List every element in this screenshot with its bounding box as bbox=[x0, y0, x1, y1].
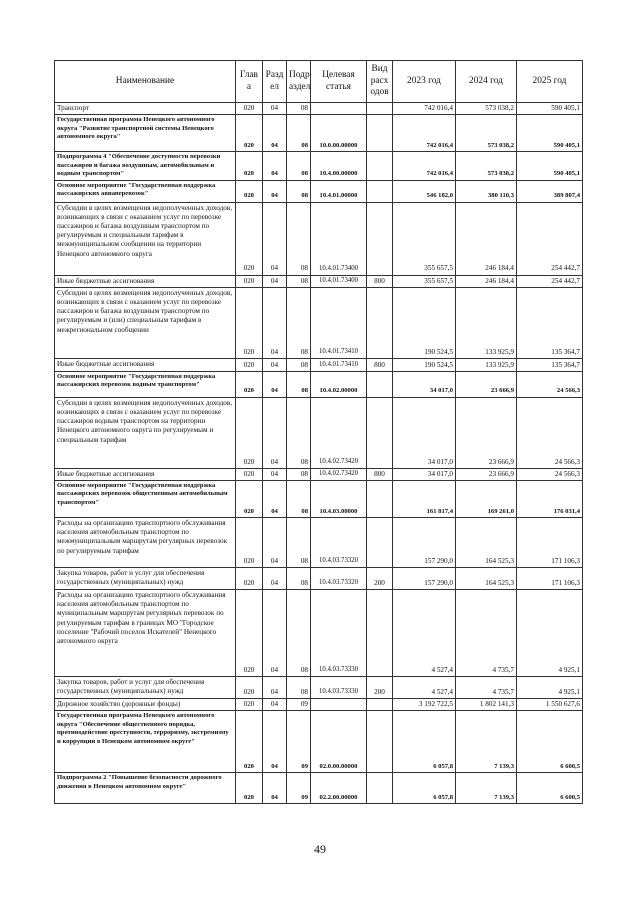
row-razdel: 04 bbox=[263, 371, 287, 397]
row-target: 10.4.03.73320 bbox=[311, 567, 367, 589]
table-row bbox=[55, 371, 583, 397]
row-vid bbox=[367, 773, 393, 804]
row-glava: 020 bbox=[236, 589, 263, 676]
row-glava: 020 bbox=[236, 115, 263, 152]
row-2025: 24 566,3 bbox=[517, 468, 583, 480]
row-podrazdel: 08 bbox=[287, 287, 311, 358]
table-row bbox=[55, 152, 583, 180]
row-glava: 020 bbox=[236, 358, 263, 371]
row-razdel: 04 bbox=[263, 480, 287, 517]
table-row bbox=[55, 115, 583, 152]
row-name: Иные бюджетные ассигнования bbox=[55, 358, 236, 371]
header-name: Наименование bbox=[55, 61, 236, 103]
row-name: Транспорт bbox=[55, 103, 236, 115]
row-vid: 200 bbox=[367, 676, 393, 698]
table-row bbox=[55, 676, 583, 698]
row-glava: 020 bbox=[236, 468, 263, 480]
row-glava: 020 bbox=[236, 480, 263, 517]
row-2024: 23 666,9 bbox=[456, 371, 517, 397]
row-target: 10.0.00.00000 bbox=[311, 115, 367, 152]
row-razdel: 04 bbox=[263, 115, 287, 152]
row-2024: 246 184,4 bbox=[456, 275, 517, 287]
row-glava: 020 bbox=[236, 773, 263, 804]
row-glava: 020 bbox=[236, 287, 263, 358]
row-glava: 020 bbox=[236, 567, 263, 589]
row-podrazdel: 08 bbox=[287, 152, 311, 180]
row-2024: 573 038,2 bbox=[456, 115, 517, 152]
row-vid bbox=[367, 711, 393, 773]
row-2024: 164 525,3 bbox=[456, 517, 517, 567]
row-target bbox=[311, 698, 367, 710]
row-glava: 020 bbox=[236, 517, 263, 567]
header-2025: 2025 год bbox=[517, 61, 583, 103]
row-razdel: 04 bbox=[263, 468, 287, 480]
row-podrazdel: 08 bbox=[287, 517, 311, 567]
row-podrazdel: 08 bbox=[287, 275, 311, 287]
row-podrazdel: 08 bbox=[287, 371, 311, 397]
row-2024: 380 110,3 bbox=[456, 180, 517, 202]
row-2025: 171 106,3 bbox=[517, 567, 583, 589]
row-2023: 6 057,8 bbox=[393, 773, 456, 804]
row-2025: 24 566,3 bbox=[517, 397, 583, 468]
row-2023: 34 017,0 bbox=[393, 371, 456, 397]
row-2024: 4 735,7 bbox=[456, 589, 517, 676]
row-2024: 573 038,2 bbox=[456, 103, 517, 115]
row-target: 10.4.03.73330 bbox=[311, 589, 367, 676]
row-podrazdel: 08 bbox=[287, 480, 311, 517]
row-2023: 157 290,0 bbox=[393, 517, 456, 567]
row-razdel: 04 bbox=[263, 676, 287, 698]
table-row bbox=[55, 358, 583, 371]
row-2023: 190 524,5 bbox=[393, 287, 456, 358]
row-vid bbox=[367, 202, 393, 275]
row-2025: 135 364,7 bbox=[517, 358, 583, 371]
row-2023: 4 527,4 bbox=[393, 589, 456, 676]
row-glava: 020 bbox=[236, 711, 263, 773]
row-glava: 020 bbox=[236, 397, 263, 468]
row-2025: 590 405,1 bbox=[517, 115, 583, 152]
row-target: 10.4.01.00000 bbox=[311, 180, 367, 202]
row-target: 10.4.01.73410 bbox=[311, 358, 367, 371]
row-2024: 1 802 141,3 bbox=[456, 698, 517, 710]
row-razdel: 04 bbox=[263, 397, 287, 468]
row-razdel: 04 bbox=[263, 152, 287, 180]
row-vid: 800 bbox=[367, 468, 393, 480]
row-razdel: 04 bbox=[263, 180, 287, 202]
row-2025: 135 364,7 bbox=[517, 287, 583, 358]
row-2024: 133 925,9 bbox=[456, 358, 517, 371]
row-2023: 742 016,4 bbox=[393, 152, 456, 180]
row-razdel: 04 bbox=[263, 589, 287, 676]
row-name: Иные бюджетные ассигнования bbox=[55, 468, 236, 480]
table-row bbox=[55, 180, 583, 202]
row-glava: 020 bbox=[236, 202, 263, 275]
row-podrazdel: 08 bbox=[287, 676, 311, 698]
row-target: 10.4.03.73330 bbox=[311, 676, 367, 698]
row-vid bbox=[367, 397, 393, 468]
page-number: 49 bbox=[314, 842, 326, 856]
row-podrazdel: 08 bbox=[287, 397, 311, 468]
row-name: Основное мероприятие "Государственная поддержка пассажирских перевозок водным транспортом" bbox=[55, 371, 236, 397]
row-target: 10.4.00.00000 bbox=[311, 152, 367, 180]
row-name: Основное мероприятие "Государственная поддержка пассажирских перевозок общественным автомобильным транспортом" bbox=[55, 480, 236, 517]
row-2025: 6 600,5 bbox=[517, 773, 583, 804]
row-target: 10.4.03.00000 bbox=[311, 480, 367, 517]
row-target: 02.0.00.00000 bbox=[311, 711, 367, 773]
row-razdel: 04 bbox=[263, 711, 287, 773]
row-name: Субсидии в целях возмещения недополученных доходов, возникающих в связи с оказанием услуг по перевозке пассажиров и багажа воздушным транспортом по регулируемым и (или) специальным тарифам в межрегиональном сообщении bbox=[55, 287, 236, 358]
row-name: Расходы на организацию транспортного обслуживания населения автомобильным транспортом по муниципальным маршрутам регулярных перевозок по регулируемым тарифам в границах МО "Городское поселение "Рабочий поселок Искателей" Ненецкого автономного округа bbox=[55, 589, 236, 676]
row-2025: 4 925,1 bbox=[517, 589, 583, 676]
table-row bbox=[55, 773, 583, 804]
row-2024: 133 925,9 bbox=[456, 287, 517, 358]
row-podrazdel: 08 bbox=[287, 115, 311, 152]
row-2023: 355 657,5 bbox=[393, 275, 456, 287]
row-vid: 200 bbox=[367, 567, 393, 589]
row-2024: 7 139,3 bbox=[456, 773, 517, 804]
row-2024: 164 525,3 bbox=[456, 567, 517, 589]
row-razdel: 04 bbox=[263, 358, 287, 371]
row-vid bbox=[367, 589, 393, 676]
table-row bbox=[55, 397, 583, 468]
row-podrazdel: 08 bbox=[287, 567, 311, 589]
row-name: Дорожное хозяйство (дорожные фонды) bbox=[55, 698, 236, 710]
table-row bbox=[55, 202, 583, 275]
row-2023: 3 192 722,5 bbox=[393, 698, 456, 710]
row-2023: 34 017,0 bbox=[393, 468, 456, 480]
row-podrazdel: 08 bbox=[287, 468, 311, 480]
row-name: Расходы на организацию транспортного обслуживания населения автомобильным транспортом по межмуниципальным маршрутам регулярных перевозок по регулируемым тарифам bbox=[55, 517, 236, 567]
row-2024: 7 139,3 bbox=[456, 711, 517, 773]
row-name: Субсидии в целях возмещения недополученных доходов, возникающих в связи с оказанием услуг по перевозке пассажиров и багажа воздушным транспортом по регулируемым и специальным тарифам в межмуниципальном сообщении на территории Ненецкого автономного округа bbox=[55, 202, 236, 275]
header-2024: 2024 год bbox=[456, 61, 517, 103]
header-glava: Глав а bbox=[236, 61, 263, 103]
table-row bbox=[55, 698, 583, 710]
table-row bbox=[55, 480, 583, 517]
row-vid bbox=[367, 698, 393, 710]
row-glava: 020 bbox=[236, 275, 263, 287]
row-2024: 169 261,0 bbox=[456, 480, 517, 517]
row-2023: 157 290,0 bbox=[393, 567, 456, 589]
row-2025: 389 807,4 bbox=[517, 180, 583, 202]
row-vid bbox=[367, 517, 393, 567]
row-2023: 355 657,5 bbox=[393, 202, 456, 275]
row-razdel: 04 bbox=[263, 698, 287, 710]
row-vid bbox=[367, 152, 393, 180]
budget-table bbox=[54, 60, 583, 804]
row-name: Государственная программа Ненецкого автономного округа "Развитие транспортной системы Ненецкого автономного округа" bbox=[55, 115, 236, 152]
row-name: Государственная программа Ненецкого автономного округа "Обеспечение общественного порядка, противодействие преступности, терроризму, экстремизму и коррупции в Ненецком автономном округе" bbox=[55, 711, 236, 773]
row-podrazdel: 08 bbox=[287, 103, 311, 115]
row-2025: 254 442,7 bbox=[517, 275, 583, 287]
row-2025: 171 106,3 bbox=[517, 517, 583, 567]
row-glava: 020 bbox=[236, 103, 263, 115]
row-2023: 742 016,4 bbox=[393, 103, 456, 115]
row-name: Закупка товаров, работ и услуг для обеспечения государственных (муниципальных) нужд bbox=[55, 676, 236, 698]
table-body bbox=[55, 103, 583, 804]
row-vid bbox=[367, 371, 393, 397]
row-name: Закупка товаров, работ и услуг для обеспечения государственных (муниципальных) нужд bbox=[55, 567, 236, 589]
row-name: Основное мероприятие "Государственная поддержка пассажирских авиаперевозок" bbox=[55, 180, 236, 202]
table-row bbox=[55, 589, 583, 676]
table-row bbox=[55, 103, 583, 115]
header-razdel: Разд ел bbox=[263, 61, 287, 103]
header-podrazdel: Подр аздел bbox=[287, 61, 311, 103]
header-vid: Вид расх одов bbox=[367, 61, 393, 103]
row-vid bbox=[367, 115, 393, 152]
row-target: 10.4.01.73410 bbox=[311, 287, 367, 358]
row-name: Подпрограмма 4 "Обеспечение доступности перевозки пассажиров и багажа воздушным, автомобильным и водным транспортом" bbox=[55, 152, 236, 180]
row-target: 10.4.03.73320 bbox=[311, 517, 367, 567]
header-target: Целевая статья bbox=[311, 61, 367, 103]
row-podrazdel: 09 bbox=[287, 773, 311, 804]
row-2024: 23 666,9 bbox=[456, 397, 517, 468]
row-razdel: 04 bbox=[263, 567, 287, 589]
row-2025: 4 925,1 bbox=[517, 676, 583, 698]
table-row bbox=[55, 517, 583, 567]
header-2023: 2023 год bbox=[393, 61, 456, 103]
row-2025: 6 600,5 bbox=[517, 711, 583, 773]
row-podrazdel: 08 bbox=[287, 358, 311, 371]
row-target: 10.4.02.73420 bbox=[311, 397, 367, 468]
row-2023: 34 017,0 bbox=[393, 397, 456, 468]
row-vid: 800 bbox=[367, 358, 393, 371]
row-glava: 020 bbox=[236, 676, 263, 698]
row-glava: 020 bbox=[236, 371, 263, 397]
row-2025: 254 442,7 bbox=[517, 202, 583, 275]
row-vid bbox=[367, 180, 393, 202]
header-row bbox=[55, 61, 583, 103]
row-2023: 161 817,4 bbox=[393, 480, 456, 517]
row-2025: 590 405,1 bbox=[517, 152, 583, 180]
row-2023: 4 527,4 bbox=[393, 676, 456, 698]
row-razdel: 04 bbox=[263, 773, 287, 804]
row-vid: 800 bbox=[367, 275, 393, 287]
row-vid bbox=[367, 287, 393, 358]
row-2024: 246 184,4 bbox=[456, 202, 517, 275]
table-row bbox=[55, 287, 583, 358]
row-2024: 23 666,9 bbox=[456, 468, 517, 480]
row-razdel: 04 bbox=[263, 275, 287, 287]
row-target bbox=[311, 103, 367, 115]
row-2025: 176 031,4 bbox=[517, 480, 583, 517]
row-2023: 546 182,0 bbox=[393, 180, 456, 202]
table-row bbox=[55, 275, 583, 287]
row-target: 10.4.02.73420 bbox=[311, 468, 367, 480]
row-razdel: 04 bbox=[263, 287, 287, 358]
row-razdel: 04 bbox=[263, 202, 287, 275]
row-glava: 020 bbox=[236, 180, 263, 202]
row-name: Иные бюджетные ассигнования bbox=[55, 275, 236, 287]
row-podrazdel: 09 bbox=[287, 698, 311, 710]
row-2025: 24 566,3 bbox=[517, 371, 583, 397]
row-2024: 573 038,2 bbox=[456, 152, 517, 180]
row-vid bbox=[367, 480, 393, 517]
row-razdel: 04 bbox=[263, 103, 287, 115]
row-2025: 590 405,1 bbox=[517, 103, 583, 115]
row-2023: 6 057,8 bbox=[393, 711, 456, 773]
table-row bbox=[55, 711, 583, 773]
table-row bbox=[55, 567, 583, 589]
row-glava: 020 bbox=[236, 698, 263, 710]
row-target: 10.4.02.00000 bbox=[311, 371, 367, 397]
row-2023: 190 524,5 bbox=[393, 358, 456, 371]
row-target: 02.2.00.00000 bbox=[311, 773, 367, 804]
row-name: Подпрограмма 2 "Повышение безопасности дорожного движения в Ненецком автономном округе" bbox=[55, 773, 236, 804]
row-name: Субсидии в целях возмещения недополученных доходов, возникающих в связи с оказанием услуг по перевозке пассажиров водным транспортом на территории Ненецкого автономного округа по регулируемым и специальным тарифам bbox=[55, 397, 236, 468]
row-razdel: 04 bbox=[263, 517, 287, 567]
row-2024: 4 735,7 bbox=[456, 676, 517, 698]
row-glava: 020 bbox=[236, 152, 263, 180]
row-podrazdel: 08 bbox=[287, 589, 311, 676]
row-podrazdel: 08 bbox=[287, 180, 311, 202]
row-vid bbox=[367, 103, 393, 115]
row-target: 10.4.01.73400 bbox=[311, 202, 367, 275]
row-target: 10.4.01.73400 bbox=[311, 275, 367, 287]
row-2025: 1 550 627,6 bbox=[517, 698, 583, 710]
row-podrazdel: 08 bbox=[287, 202, 311, 275]
row-podrazdel: 09 bbox=[287, 711, 311, 773]
row-2023: 742 016,4 bbox=[393, 115, 456, 152]
table-row bbox=[55, 468, 583, 480]
